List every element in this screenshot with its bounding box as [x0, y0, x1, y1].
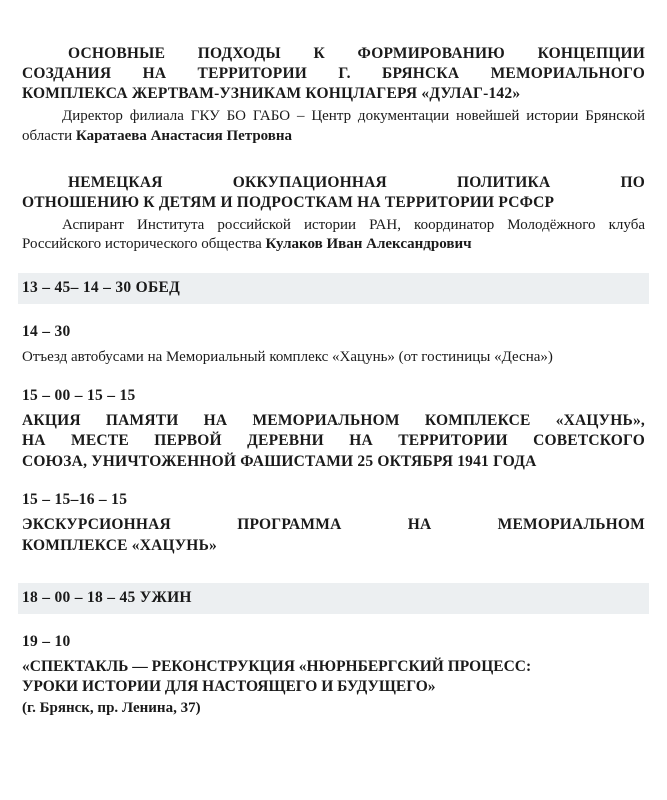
session-block-1 [22, 44, 645, 146]
schedule-band-dinner: 18 – 00 – 18 – 45 УЖИН [18, 583, 649, 614]
schedule-heading-line: «СПЕКТАКЛЬ — РЕКОНСТРУКЦИЯ «НЮРНБЕРГСКИЙ ПРОЦЕСС: [22, 657, 532, 675]
session-title-line: ОСНОВНЫЕ ПОДХОДЫ К ФОРМИРОВАНИЮ КОНЦЕПЦИИ [68, 45, 645, 62]
spacer [22, 146, 645, 173]
spacer [22, 556, 645, 583]
schedule-band-lunch: 13 – 45– 14 – 30 ОБЕД [18, 273, 649, 304]
session-title-line: СОЗДАНИЯ НА ТЕРРИТОРИИ Г. БРЯНСКА МЕМОРИАЛЬНОГО [22, 65, 645, 83]
spacer [22, 614, 645, 633]
spacer [22, 472, 645, 491]
schedule-heading-line: ЭКСКУРСИОННАЯ ПРОГРАММА НА МЕМОРИАЛЬНОМ [22, 516, 645, 534]
schedule-time: 15 – 00 – 15 – 15 [22, 386, 136, 404]
session-title-line: КОМПЛЕКСА ЖЕРТВАМ-УЗНИКАМ КОНЦЛАГЕРЯ «ДУЛАГ-142» [22, 85, 521, 103]
spacer [22, 304, 645, 323]
schedule-item-excursion [22, 491, 645, 556]
schedule-heading-line: УРОКИ ИСТОРИИ ДЛЯ НАСТОЯЩЕГО И БУДУЩЕГО» [22, 678, 436, 696]
session-block-2 [22, 173, 645, 255]
session-author-name: Кулаков Иван Александрович [265, 236, 472, 253]
schedule-item-departure [22, 323, 645, 367]
spacer [22, 254, 645, 273]
schedule-description: Отъезд автобусами на Мемориальный комплекс «Хацунь» (от гостиницы «Десна») [22, 349, 553, 366]
session-title-line: ОТНОШЕНИЮ К ДЕТЯМ И ПОДРОСТКАМ НА ТЕРРИТОРИИ РСФСР [22, 193, 555, 211]
schedule-heading-line: КОМПЛЕКСЕ «ХАЦУНЬ» [22, 536, 217, 554]
session-author-name: Каратаева Анастасия Петровна [75, 127, 293, 144]
spacer [22, 368, 645, 387]
schedule-time: 19 – 10 [22, 632, 71, 650]
schedule-heading-line: СОЮЗА, УНИЧТОЖЕННОЙ ФАШИСТАМИ 25 ОКТЯБРЯ 1941 ГОДА [22, 452, 537, 470]
schedule-time: 15 – 15–16 – 15 [22, 491, 128, 509]
schedule-heading-line: НА МЕСТЕ ПЕРВОЙ ДЕРЕВНИ НА ТЕРРИТОРИИ СОВЕТСКОГО [22, 432, 645, 450]
schedule-venue-note: (г. Брянск, пр. Ленина, 37) [22, 699, 201, 716]
schedule-item-performance [22, 633, 645, 717]
session-author-text: Аспирант Института российской истории РАН, координатор Молодёжного клуба Российского исторического общества [22, 217, 645, 253]
schedule-heading-line: АКЦИЯ ПАМЯТИ НА МЕМОРИАЛЬНОМ КОМПЛЕКСЕ «ХАЦУНЬ», [22, 411, 645, 429]
schedule-item-memorial-action [22, 387, 645, 472]
session-author-text: Директор филиала ГКУ БО ГАБО – Центр документации новейшей истории Брянской области [22, 108, 645, 144]
schedule-time: 14 – 30 [22, 323, 71, 341]
session-author [22, 216, 645, 254]
session-author [22, 107, 645, 145]
session-title-line: НЕМЕЦКАЯ ОККУПАЦИОННАЯ ПОЛИТИКА ПО [68, 173, 645, 191]
